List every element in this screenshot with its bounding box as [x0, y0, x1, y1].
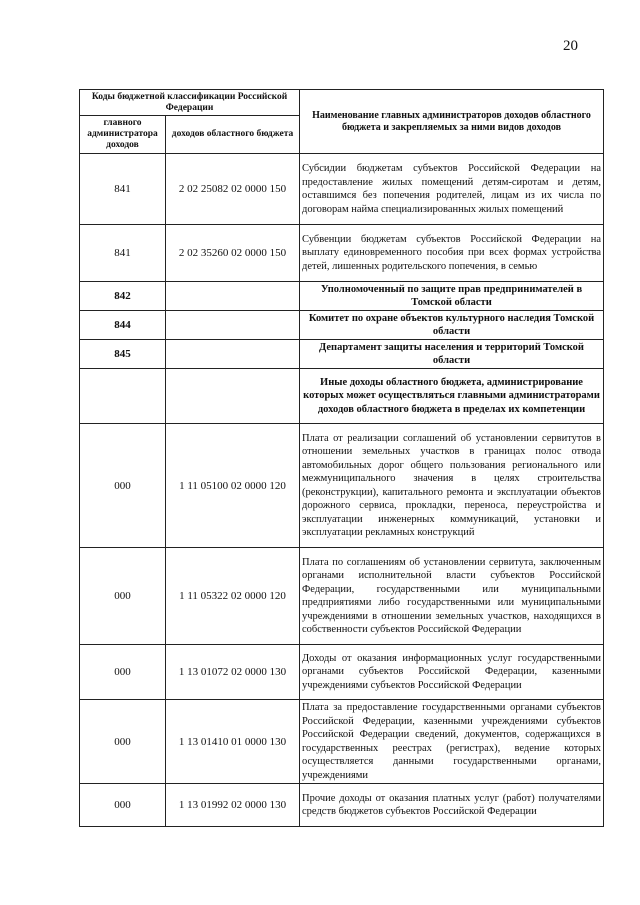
- administrator-name-cell: Комитет по охране объектов культурного наследия Томской области: [300, 311, 604, 340]
- income-code-cell: 1 13 01992 02 0000 130: [166, 784, 300, 827]
- income-code-cell: 1 13 01410 01 0000 130: [166, 700, 300, 784]
- administrator-name-cell: Уполномоченный по защите прав предпринимателей в Томской области: [300, 282, 604, 311]
- income-description-cell: Плата от реализации соглашений об установлении сервитутов в отношении земельных участков в границах полос отвода автомобильных дорог общего пользования регионального или межмуниципального значения в целях строительства (реконструкции), капитального ремонта и эксплуатации объектов дорожного сервиса, прокладки, переноса, переустройства и эксплуатации инженерных коммуникаций, установки и эксплуатации рекламных конструкций: [300, 424, 604, 548]
- income-description-cell: Плата за предоставление государственными органами субъектов Российской Федерации, казенными учреждениями субъектов Российской Федерации сведений, документов, содержащихся в государственных реестрах (регистрах), ведение которых осуществляется данными государственными органами, учреждениями: [300, 700, 604, 784]
- admin-code-cell: 000: [80, 548, 166, 645]
- admin-code-cell: 000: [80, 645, 166, 700]
- header-group-title: Коды бюджетной классификации Российской Федерации: [80, 90, 300, 116]
- admin-code-cell: 000: [80, 784, 166, 827]
- header-income-column: доходов областного бюджета: [166, 116, 300, 154]
- income-code-cell: 2 02 35260 02 0000 150: [166, 225, 300, 282]
- income-code-cell: 2 02 25082 02 0000 150: [166, 154, 300, 225]
- table-row: [80, 225, 604, 282]
- table-row: [80, 700, 604, 784]
- income-code-cell: 1 11 05322 02 0000 120: [166, 548, 300, 645]
- income-description-cell: Доходы от оказания информационных услуг государственными органами субъектов Российской Федерации, казенными учреждениями субъектов Российской Федерации: [300, 645, 604, 700]
- admin-code-cell: 841: [80, 225, 166, 282]
- admin-code-cell: 844: [80, 311, 166, 340]
- table-row: [80, 369, 604, 424]
- header-admin-column: главного администратора доходов: [80, 116, 166, 154]
- table-row: [80, 154, 604, 225]
- income-description-cell: Субсидии бюджетам субъектов Российской Федерации на предоставление жилых помещений детям-сиротам и детям, оставшимся без попечения родителей, лицам из их числа по договорам найма специализированных жилых помещений: [300, 154, 604, 225]
- page-number: 20: [563, 38, 578, 54]
- header-name-column: Наименование главных администраторов доходов областного бюджета и закрепляемых за ними видов доходов: [300, 90, 604, 154]
- income-description-cell: Прочие доходы от оказания платных услуг (работ) получателями средств бюджетов субъектов Российской Федерации: [300, 784, 604, 827]
- administrator-name-cell: Департамент защиты населения и территорий Томской области: [300, 340, 604, 369]
- income-code-cell: [166, 282, 300, 311]
- income-description-cell: Плата по соглашениям об установлении сервитута, заключенным органами исполнительной власти субъектов Российской Федерации, государственными или муниципальными предприятиями либо государственными или муниципальными учреждениями в отношении земельных участков, находящихся в собственности субъектов Российской Федерации: [300, 548, 604, 645]
- table-row: [80, 548, 604, 645]
- budget-classification-table: [79, 89, 604, 827]
- income-code-cell: [166, 340, 300, 369]
- admin-code-cell: [80, 369, 166, 424]
- table-header-row: [80, 90, 604, 116]
- admin-code-cell: 000: [80, 700, 166, 784]
- admin-code-cell: 841: [80, 154, 166, 225]
- income-code-cell: 1 13 01072 02 0000 130: [166, 645, 300, 700]
- admin-code-cell: 000: [80, 424, 166, 548]
- table-row: [80, 282, 604, 311]
- income-code-cell: 1 11 05100 02 0000 120: [166, 424, 300, 548]
- table-row: [80, 424, 604, 548]
- admin-code-cell: 845: [80, 340, 166, 369]
- income-description-cell: Субвенции бюджетам субъектов Российской Федерации на выплату единовременного пособия при всех формах устройства детей, лишенных родительского попечения, в семью: [300, 225, 604, 282]
- table-row: [80, 784, 604, 827]
- table-row: [80, 340, 604, 369]
- admin-code-cell: 842: [80, 282, 166, 311]
- income-code-cell: [166, 369, 300, 424]
- table-row: [80, 645, 604, 700]
- table-row: [80, 311, 604, 340]
- income-code-cell: [166, 311, 300, 340]
- section-title-cell: Иные доходы областного бюджета, администрирование которых может осуществляться главными администраторами доходов областного бюджета в пределах их компетенции: [300, 369, 604, 424]
